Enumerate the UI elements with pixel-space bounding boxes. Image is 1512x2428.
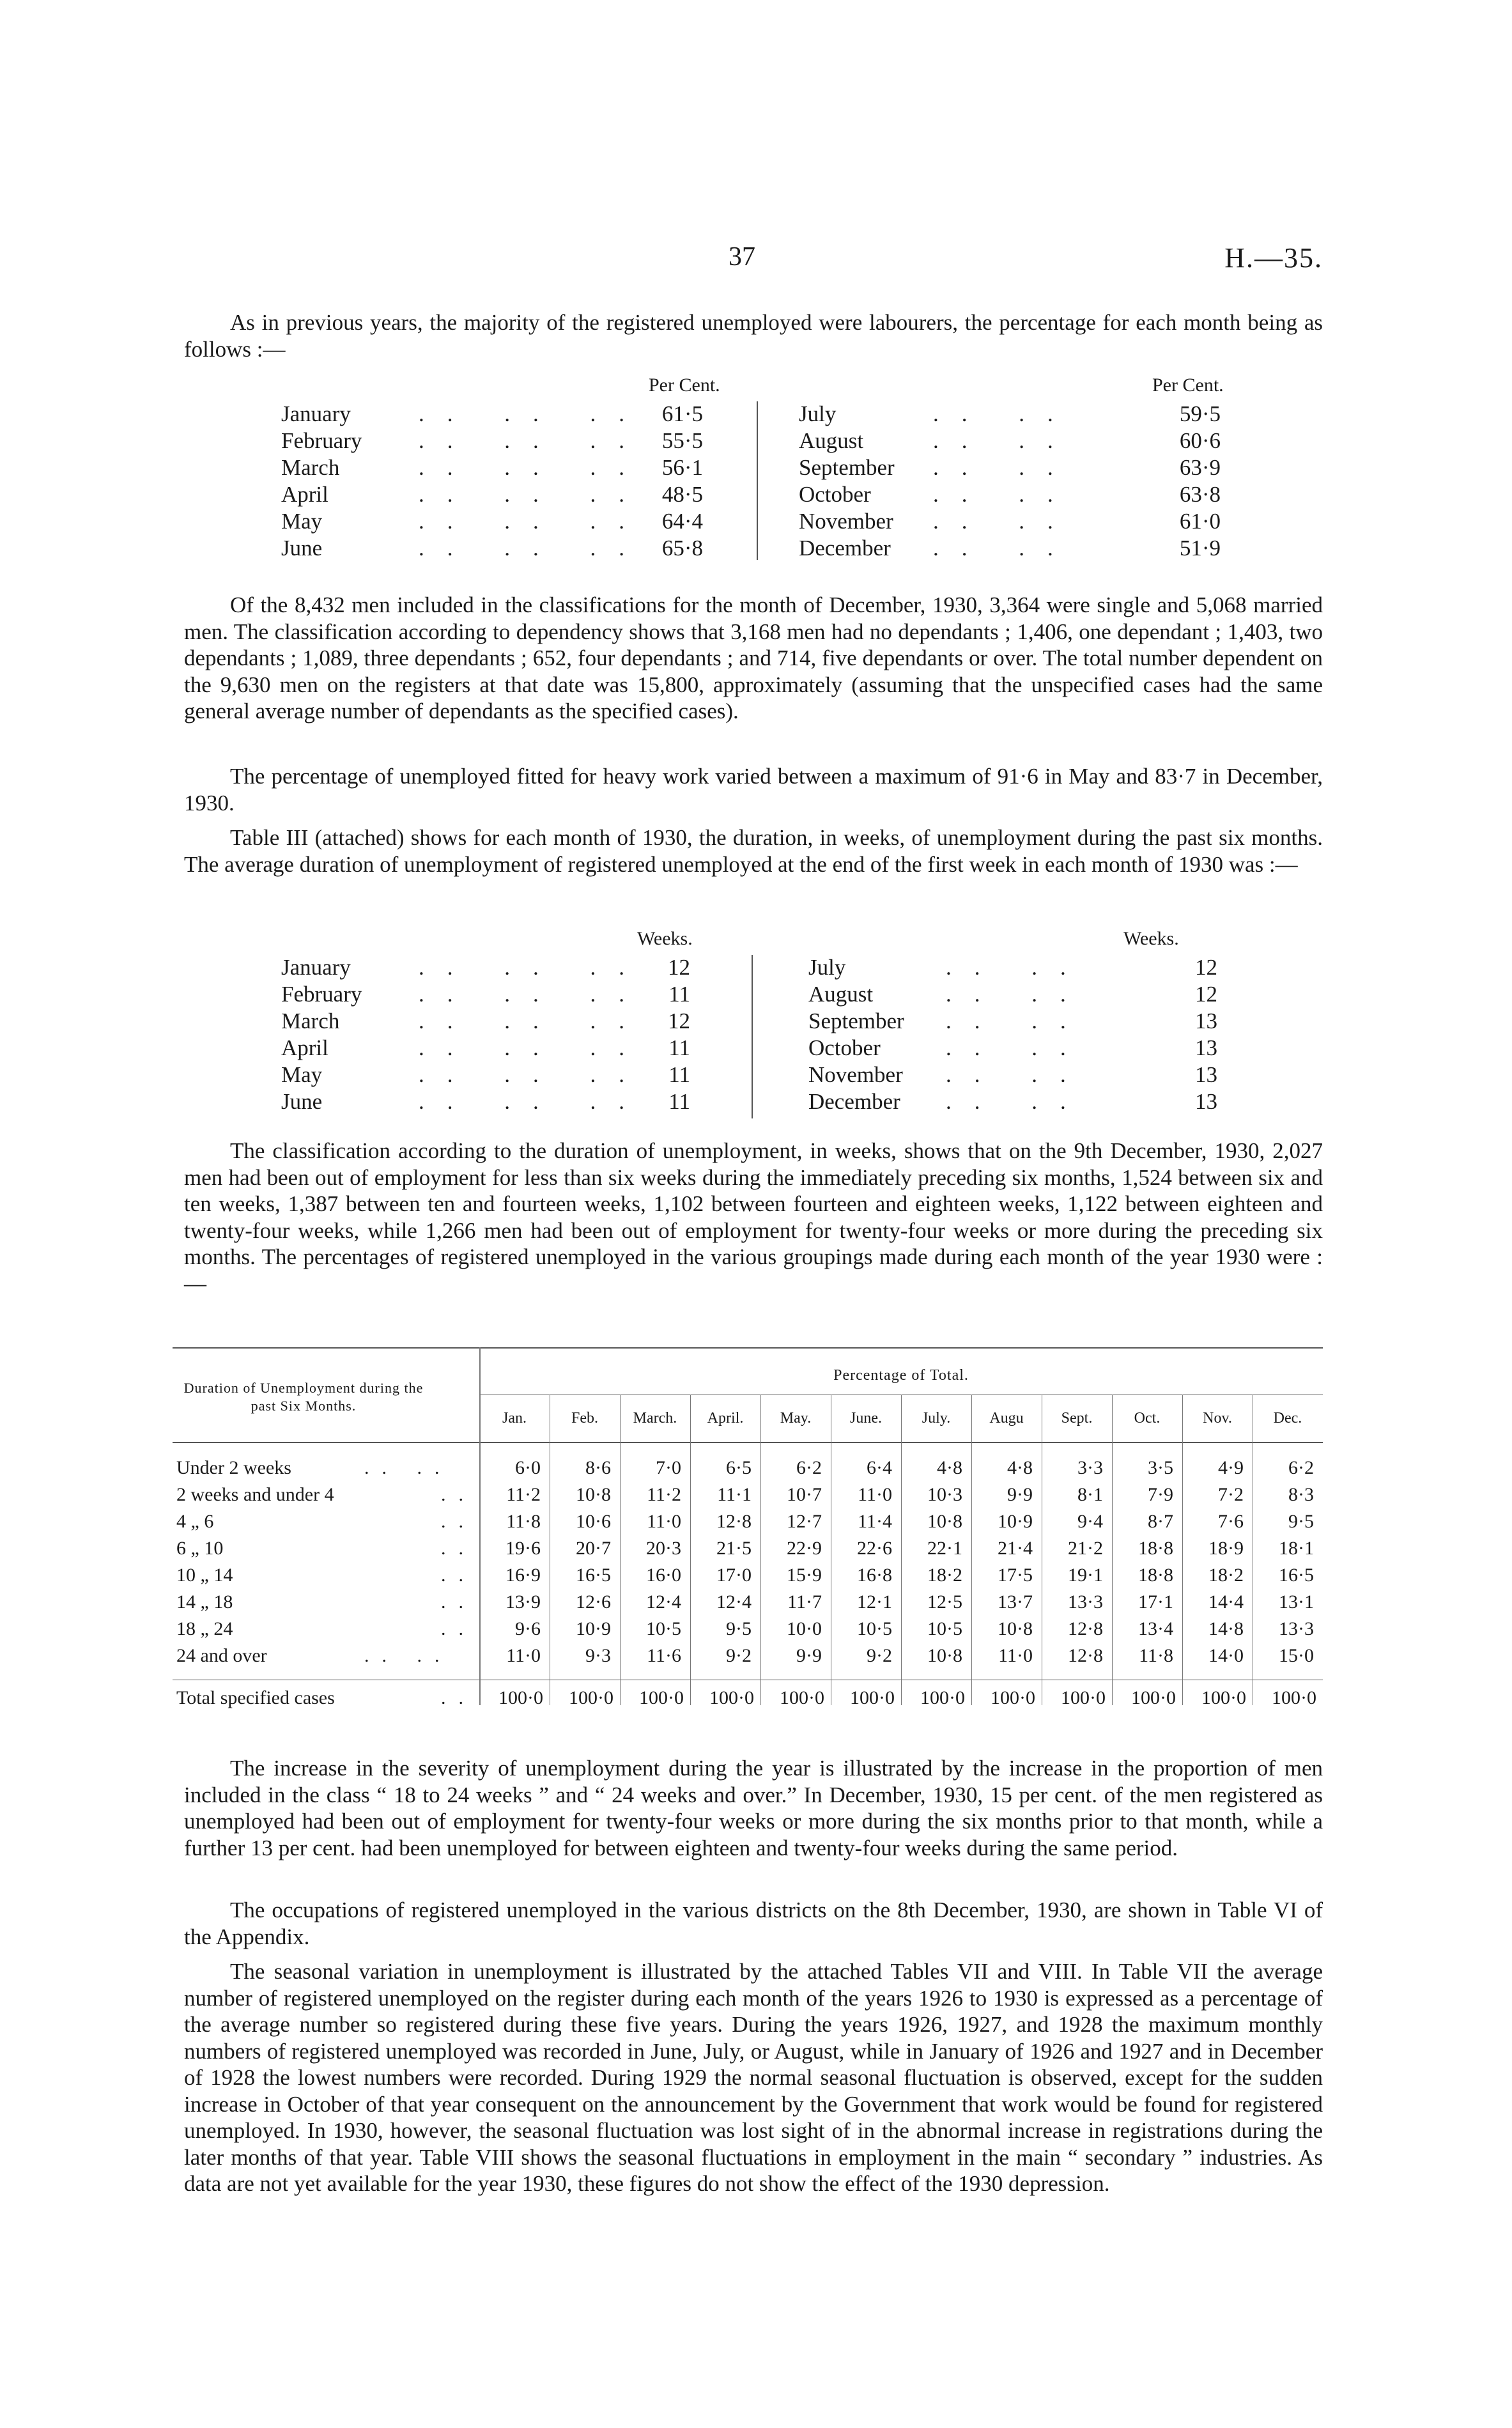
paragraph-severity: The increase in the severity of unemployment during the year is illustrated by the increase in the proportion of men included in the class “ 18 to 24 weeks ” and “ 24 weeks and over.” In December, 1930, 15 per cent. of the men registered as unemployed had been out of employment for twenty-four weeks or more during the six months prior to that month, while a further 13 per cent. had been unemployed for between eighteen and twenty-four weeks during the same period. bbox=[184, 1756, 1323, 1860]
duration_avg-month: August bbox=[808, 982, 874, 1007]
table-cell: 6·5 bbox=[726, 1457, 752, 1478]
table-cell: 11·0 bbox=[858, 1484, 892, 1505]
table-column-header: Nov. bbox=[1203, 1410, 1232, 1427]
labourers-row-right bbox=[799, 536, 1240, 562]
labourers-month: July bbox=[799, 401, 837, 426]
labourers-month: March bbox=[281, 455, 340, 480]
labourers-row-right bbox=[799, 428, 1240, 455]
table-cell: 6·0 bbox=[515, 1457, 541, 1478]
table-cell: 10·9 bbox=[576, 1618, 611, 1639]
labourers-row-left bbox=[281, 455, 722, 482]
leader-dots: .. bbox=[441, 1591, 476, 1612]
duration_avg-value: 11 bbox=[668, 1062, 690, 1087]
table-column-header: March. bbox=[633, 1410, 677, 1427]
table-cell: 9·3 bbox=[585, 1645, 611, 1666]
labourers-value: 56·1 bbox=[661, 455, 703, 480]
leader-dots: .. .. bbox=[946, 1009, 1089, 1033]
table-total-label: Total specified cases bbox=[176, 1687, 335, 1708]
duration_avg-value: 13 bbox=[1195, 1009, 1217, 1033]
labourers-value: 65·8 bbox=[661, 536, 703, 561]
duration_avg-row-left bbox=[281, 1089, 716, 1116]
duration_avg-month: November bbox=[808, 1062, 903, 1087]
labourers-row-left bbox=[281, 482, 722, 509]
table-cell: 17·5 bbox=[998, 1565, 1033, 1586]
table-cell: 18·1 bbox=[1279, 1538, 1314, 1559]
table-cell: 16·9 bbox=[505, 1565, 541, 1586]
labourers-value: 51·9 bbox=[1179, 536, 1221, 561]
paragraph-dependants: Of the 8,432 men included in the classifications for the month of December, 1930, 3,364 were single and 5,068 married men. The classification according to dependency shows that 3,168 men had no dependants ; 1,406, one dependant ; 1,403, two dependants ; 1,089, three dependants ; 652, four dependants ; and 714, five dependants or over. The total number dependent on the 9,630 men on the registers at that date was 15,800, approximately (assuming that the unspecified cases had the same general average number of dependants as the specified cases). bbox=[184, 592, 1323, 723]
table-cell: 9·4 bbox=[1077, 1511, 1103, 1532]
table-column-header: July. bbox=[922, 1410, 951, 1427]
labourers-unit-left: Per Cent. bbox=[649, 375, 720, 396]
leader-dots: .. .. bbox=[933, 428, 1076, 453]
leader-dots: .. bbox=[441, 1687, 476, 1708]
labourers-row-right bbox=[799, 401, 1240, 428]
table-cell: 10·3 bbox=[927, 1484, 962, 1505]
labourers-value: 55·5 bbox=[661, 428, 703, 453]
leader-dots: .. .. bbox=[946, 1062, 1089, 1087]
table-cell: 3·5 bbox=[1148, 1457, 1173, 1478]
table-cell: 8·3 bbox=[1288, 1484, 1314, 1505]
leader-dots: .. .. bbox=[364, 1457, 452, 1478]
table-cell: 11·4 bbox=[858, 1511, 892, 1532]
leader-dots: .. bbox=[441, 1565, 476, 1586]
table-cell: 7·6 bbox=[1218, 1511, 1244, 1532]
table-top-rule bbox=[173, 1347, 1323, 1349]
table-cell: 19·6 bbox=[505, 1538, 541, 1559]
table-cell: 13·9 bbox=[505, 1591, 541, 1612]
duration_avg-month: December bbox=[808, 1089, 900, 1114]
table-cell: 3·3 bbox=[1077, 1457, 1103, 1478]
table-cell: 14·8 bbox=[1208, 1618, 1244, 1639]
duration_avg-row-left bbox=[281, 1009, 716, 1035]
duration_avg-row-right bbox=[808, 1089, 1243, 1116]
duration_avg-value: 11 bbox=[668, 1089, 690, 1114]
duration_avg-row-right bbox=[808, 1009, 1243, 1035]
table-cell: 12·7 bbox=[787, 1511, 822, 1532]
duration_avg-month: October bbox=[808, 1035, 881, 1060]
table-cell: 8·7 bbox=[1148, 1511, 1173, 1532]
paragraph-seasonal: The seasonal variation in unemployment is illustrated by the attached Tables VII and VIII. In Table VII the average number of registered unemployed on the register during each month of the years 1926 to 1930 is expressed as a percentage of the average number so registered during these five years. During the years 1926, 1927, and 1928 the maximum monthly numbers of registered unemployed was recorded in June, July, or August, while in January of 1926 and 1927 and in December of 1928 the lowest numbers were recorded. During 1929 the normal seasonal fluctuation is observed, except for the sudden increase in October of that year consequent on the announcement by the Government that work would be found for registered unemployed. In 1930, however, the seasonal fluctuation was lost sight of in the abnormal increase in registrations during the later months of that year. Table VIII shows the seasonal fluctuations in employment in the main “ secondary ” industries. As data are not yet available for the year 1930, these figures do not show the effect of the 1930 depression. bbox=[184, 1959, 1323, 2196]
table-cell: 10·7 bbox=[787, 1484, 822, 1505]
labourers-value: 64·4 bbox=[661, 509, 703, 534]
labourers-value: 63·8 bbox=[1179, 482, 1221, 507]
table-cell: 17·0 bbox=[716, 1565, 752, 1586]
table-cell: 16·8 bbox=[857, 1565, 892, 1586]
leader-dots: .. .. .. bbox=[419, 401, 647, 426]
table-cell: 8·1 bbox=[1077, 1484, 1103, 1505]
duration_avg-month: May bbox=[281, 1062, 323, 1087]
duration_avg-row-left bbox=[281, 955, 716, 982]
duration_avg-row-left bbox=[281, 1035, 716, 1062]
table-cell: 4·8 bbox=[1007, 1457, 1033, 1478]
table-cell: 11·6 bbox=[647, 1645, 681, 1666]
table-cell: 7·0 bbox=[656, 1457, 681, 1478]
table-cell: 12·1 bbox=[857, 1591, 892, 1612]
labourers-month: November bbox=[799, 509, 893, 534]
labourers-month: February bbox=[281, 428, 362, 453]
leader-dots: .. .. bbox=[933, 482, 1076, 507]
leader-dots: .. .. .. bbox=[419, 482, 647, 507]
table-cell: 17·1 bbox=[1138, 1591, 1173, 1612]
table-cell: 21·2 bbox=[1068, 1538, 1103, 1559]
table-row-label: 4 „ 6 bbox=[176, 1511, 214, 1532]
duration_avg-value: 12 bbox=[668, 955, 690, 980]
leader-dots: .. .. .. bbox=[419, 1035, 647, 1060]
labourers-divider bbox=[757, 401, 758, 560]
labourers-value: 59·5 bbox=[1179, 401, 1221, 426]
table-cell: 9·5 bbox=[1288, 1511, 1314, 1532]
duration_avg-row-right bbox=[808, 1035, 1243, 1062]
leader-dots: .. .. .. bbox=[419, 1009, 647, 1033]
table-cell: 9·6 bbox=[515, 1618, 541, 1639]
table-total-cell: 100·0 bbox=[920, 1687, 965, 1708]
leader-dots: .. .. bbox=[933, 455, 1076, 480]
labourers-value: 60·6 bbox=[1179, 428, 1221, 453]
table-cell: 11·1 bbox=[717, 1484, 752, 1505]
table-cell: 20·7 bbox=[576, 1538, 611, 1559]
table-cell: 9·9 bbox=[796, 1645, 822, 1666]
table-cell: 7·9 bbox=[1148, 1484, 1173, 1505]
table-cell: 10·5 bbox=[857, 1618, 892, 1639]
labourers-month: June bbox=[281, 536, 323, 561]
table-cell: 10·8 bbox=[998, 1618, 1033, 1639]
leader-dots: .. bbox=[441, 1511, 476, 1532]
paragraph-labourers-intro: As in previous years, the majority of the registered unemployed were labourers, the percentage for each month being as follows :— bbox=[184, 310, 1323, 362]
duration_avg-row-right bbox=[808, 1062, 1243, 1089]
table-column-header: Sept. bbox=[1061, 1410, 1093, 1427]
leader-dots: .. .. .. bbox=[419, 1089, 647, 1114]
duration_avg-value: 11 bbox=[668, 1035, 690, 1060]
leader-dots: .. bbox=[441, 1538, 476, 1559]
table-cell: 10·9 bbox=[998, 1511, 1033, 1532]
table-cell: 21·4 bbox=[998, 1538, 1033, 1559]
table-cell: 6·2 bbox=[796, 1457, 822, 1478]
table-cell: 10·5 bbox=[927, 1618, 962, 1639]
table-cell: 20·3 bbox=[646, 1538, 681, 1559]
labourers-month: April bbox=[281, 482, 328, 507]
table-cell: 10·8 bbox=[576, 1484, 611, 1505]
duration_avg-value: 12 bbox=[1195, 982, 1217, 1007]
table-cell: 9·5 bbox=[726, 1618, 752, 1639]
table-cell: 21·5 bbox=[716, 1538, 752, 1559]
table-cell: 11·0 bbox=[506, 1645, 541, 1666]
table-cell: 10·8 bbox=[927, 1645, 962, 1666]
paragraph-heavy-work: The percentage of unemployed fitted for heavy work varied between a maximum of 91·6 in May and 83·7 in December, 1930. bbox=[184, 764, 1323, 816]
table-total-cell: 100·0 bbox=[498, 1687, 543, 1708]
table-group-header: Percentage of Total. bbox=[833, 1367, 969, 1384]
table-cell: 12·6 bbox=[576, 1591, 611, 1612]
duration_avg-value: 12 bbox=[1195, 955, 1217, 980]
leader-dots: .. .. bbox=[933, 509, 1076, 534]
duration-percentage-table bbox=[173, 1347, 1323, 1708]
table-total-cell: 100·0 bbox=[709, 1687, 754, 1708]
page-number: 37 bbox=[729, 242, 755, 272]
table-cell: 18·8 bbox=[1138, 1538, 1173, 1559]
table-cell: 22·9 bbox=[787, 1538, 822, 1559]
labourers-month: August bbox=[799, 428, 864, 453]
duration_avg-value: 12 bbox=[668, 1009, 690, 1033]
duration_avg-row-right bbox=[808, 982, 1243, 1009]
table-column-header: Dec. bbox=[1273, 1410, 1302, 1427]
paragraph-duration-intro: Table III (attached) shows for each month of 1930, the duration, in weeks, of unemployment during the past six months. The average duration of unemployment of registered unemployed at the end of the first week in each month of 1930 was :— bbox=[184, 825, 1323, 877]
leader-dots: .. .. .. bbox=[419, 1062, 647, 1087]
duration_avg-month: January bbox=[281, 955, 351, 980]
table-cell: 11·8 bbox=[506, 1511, 541, 1532]
table-cell: 18·2 bbox=[927, 1565, 962, 1586]
table-cell: 15·0 bbox=[1279, 1645, 1314, 1666]
table-column-header: Feb. bbox=[571, 1410, 598, 1427]
duration_avg-value: 13 bbox=[1195, 1062, 1217, 1087]
duration-divider bbox=[752, 955, 753, 1118]
labourers-row-right bbox=[799, 482, 1240, 509]
table-cell: 8·6 bbox=[585, 1457, 611, 1478]
leader-dots: .. .. .. bbox=[419, 428, 647, 453]
table-row-label: 24 and over bbox=[176, 1645, 267, 1666]
table-cell: 16·0 bbox=[646, 1565, 681, 1586]
table-cell: 16·5 bbox=[576, 1565, 611, 1586]
table-total-cell: 100·0 bbox=[991, 1687, 1035, 1708]
table-cell: 12·8 bbox=[1068, 1645, 1103, 1666]
table-total-cell: 100·0 bbox=[1201, 1687, 1246, 1708]
leader-dots: .. .. .. bbox=[419, 509, 647, 534]
table-column-header: April. bbox=[707, 1410, 744, 1427]
leader-dots: .. .. .. bbox=[419, 955, 647, 980]
table-cell: 11·0 bbox=[998, 1645, 1033, 1666]
table-cell: 10·6 bbox=[576, 1511, 611, 1532]
duration_avg-value: 13 bbox=[1195, 1035, 1217, 1060]
table-column-header: June. bbox=[850, 1410, 882, 1427]
table-total-cell: 100·0 bbox=[850, 1687, 895, 1708]
table-column-header: Jan. bbox=[502, 1410, 527, 1427]
table-cell: 12·4 bbox=[716, 1591, 752, 1612]
table-cell: 15·9 bbox=[787, 1565, 822, 1586]
table-header-rule bbox=[173, 1442, 1323, 1443]
leader-dots: .. .. bbox=[946, 955, 1089, 980]
duration_avg-month: September bbox=[808, 1009, 904, 1033]
table-cell: 12·8 bbox=[716, 1511, 752, 1532]
labourers-percentage-list bbox=[281, 375, 1253, 566]
table-cell: 11·0 bbox=[647, 1511, 681, 1532]
table-cell: 22·1 bbox=[927, 1538, 962, 1559]
table-cell: 13·3 bbox=[1068, 1591, 1103, 1612]
table-cell: 9·2 bbox=[726, 1645, 752, 1666]
duration-unit-left: Weeks. bbox=[637, 928, 693, 949]
table-cell: 6·2 bbox=[1288, 1457, 1314, 1478]
labourers-value: 48·5 bbox=[661, 482, 703, 507]
table-column-header: Oct. bbox=[1134, 1410, 1161, 1427]
leader-dots: .. .. bbox=[946, 1089, 1089, 1114]
table-cell: 18·2 bbox=[1208, 1565, 1244, 1586]
leader-dots: .. .. bbox=[364, 1645, 452, 1666]
table-cell: 10·0 bbox=[787, 1618, 822, 1639]
table-cell: 13·4 bbox=[1138, 1618, 1173, 1639]
table-cell: 7·2 bbox=[1218, 1484, 1244, 1505]
table-total-cell: 100·0 bbox=[780, 1687, 824, 1708]
duration-unit-right: Weeks. bbox=[1123, 928, 1179, 949]
leader-dots: .. .. bbox=[933, 401, 1076, 426]
table-row-label: 18 „ 24 bbox=[176, 1618, 233, 1639]
table-cell: 10·5 bbox=[646, 1618, 681, 1639]
table-row-label: 14 „ 18 bbox=[176, 1591, 233, 1612]
leader-dots: .. bbox=[441, 1484, 476, 1505]
table-cell: 12·8 bbox=[1068, 1618, 1103, 1639]
labourers-month: December bbox=[799, 536, 891, 561]
table-cell: 12·5 bbox=[927, 1591, 962, 1612]
duration-weeks-list bbox=[281, 928, 1253, 1120]
leader-dots: .. .. .. bbox=[419, 536, 647, 561]
table-total-cell: 100·0 bbox=[569, 1687, 613, 1708]
labourers-value: 61·0 bbox=[1179, 509, 1221, 534]
duration_avg-row-left bbox=[281, 982, 716, 1009]
labourers-row-left bbox=[281, 428, 722, 455]
duration_avg-value: 13 bbox=[1195, 1089, 1217, 1114]
table-cell: 18·8 bbox=[1138, 1565, 1173, 1586]
table-cell: 12·4 bbox=[646, 1591, 681, 1612]
table-total-cell: 100·0 bbox=[1272, 1687, 1316, 1708]
leader-dots: .. bbox=[441, 1618, 476, 1639]
duration_avg-row-right bbox=[808, 955, 1243, 982]
table-cell: 4·8 bbox=[937, 1457, 962, 1478]
labourers-row-left bbox=[281, 509, 722, 536]
labourers-value: 61·5 bbox=[661, 401, 703, 426]
labourers-row-right bbox=[799, 509, 1240, 536]
table-cell: 11·2 bbox=[506, 1484, 541, 1505]
duration_avg-month: February bbox=[281, 982, 362, 1007]
table-cell: 11·7 bbox=[787, 1591, 822, 1612]
duration_avg-value: 11 bbox=[668, 982, 690, 1007]
table-cell: 9·9 bbox=[1007, 1484, 1033, 1505]
table-row-label: 2 weeks and under 4 bbox=[176, 1484, 334, 1505]
table-column-header: May. bbox=[780, 1410, 812, 1427]
table-cell: 13·1 bbox=[1279, 1591, 1314, 1612]
labourers-month: September bbox=[799, 455, 895, 480]
labourers-row-left bbox=[281, 536, 722, 562]
table-cell: 4·9 bbox=[1218, 1457, 1244, 1478]
table-row-label: 6 „ 10 bbox=[176, 1538, 224, 1559]
leader-dots: .. .. .. bbox=[419, 982, 647, 1007]
table-cell: 16·5 bbox=[1279, 1565, 1314, 1586]
labourers-value: 63·9 bbox=[1179, 455, 1221, 480]
table-row-label: 10 „ 14 bbox=[176, 1565, 233, 1586]
table-cell: 10·8 bbox=[927, 1511, 962, 1532]
duration_avg-row-left bbox=[281, 1062, 716, 1089]
leader-dots: .. .. .. bbox=[419, 455, 647, 480]
table-cell: 14·4 bbox=[1208, 1591, 1244, 1612]
page-header bbox=[185, 242, 1323, 280]
labourers-month: October bbox=[799, 482, 871, 507]
table-cell: 14·0 bbox=[1208, 1645, 1244, 1666]
duration_avg-month: March bbox=[281, 1009, 340, 1033]
table-cell: 13·7 bbox=[998, 1591, 1033, 1612]
table-cell: 9·2 bbox=[867, 1645, 892, 1666]
table-cell: 11·2 bbox=[647, 1484, 681, 1505]
table-total-cell: 100·0 bbox=[1061, 1687, 1106, 1708]
labourers-month: January bbox=[281, 401, 351, 426]
table-stub-header: Duration of Unemployment during the past Six Months. bbox=[183, 1380, 424, 1414]
paragraph-classification: The classification according to the duration of unemployment, in weeks, shows that on the 9th December, 1930, 2,027 men had been out of employment for less than six weeks during the immediately preceding six months, 1,524 between six and ten weeks, 1,387 between ten and fourteen weeks, 1,102 between fourteen and eighteen weeks, 1,122 between eighteen and twenty-four weeks, while 1,266 men had been out of employment for twenty-four weeks or more during the preceding six months. The percentages of registered unemployed in the various groupings made during each month of the year 1930 were :— bbox=[184, 1138, 1323, 1296]
labourers-row-left bbox=[281, 401, 722, 428]
duration_avg-month: July bbox=[808, 955, 846, 980]
leader-dots: .. .. bbox=[933, 536, 1076, 561]
duration_avg-month: June bbox=[281, 1089, 323, 1114]
table-total-cell: 100·0 bbox=[1131, 1687, 1176, 1708]
labourers-unit-right: Per Cent. bbox=[1152, 375, 1224, 396]
document-reference: H.—35. bbox=[1224, 242, 1323, 274]
table-cell: 13·3 bbox=[1279, 1618, 1314, 1639]
table-cell: 11·8 bbox=[1139, 1645, 1173, 1666]
labourers-month: May bbox=[281, 509, 323, 534]
table-total-cell: 100·0 bbox=[639, 1687, 684, 1708]
labourers-row-right bbox=[799, 455, 1240, 482]
leader-dots: .. .. bbox=[946, 1035, 1089, 1060]
table-cell: 6·4 bbox=[867, 1457, 892, 1478]
paragraph-occupations: The occupations of registered unemployed in the various districts on the 8th December, 1930, are shown in Table VI of the Appendix. bbox=[184, 1898, 1323, 1949]
table-cell: 22·6 bbox=[857, 1538, 892, 1559]
table-cell: 19·1 bbox=[1068, 1565, 1103, 1586]
duration_avg-month: April bbox=[281, 1035, 328, 1060]
table-row-label: Under 2 weeks bbox=[176, 1457, 291, 1478]
leader-dots: .. .. bbox=[946, 982, 1089, 1007]
table-column-header: Augu bbox=[989, 1410, 1024, 1427]
table-cell: 18·9 bbox=[1208, 1538, 1244, 1559]
